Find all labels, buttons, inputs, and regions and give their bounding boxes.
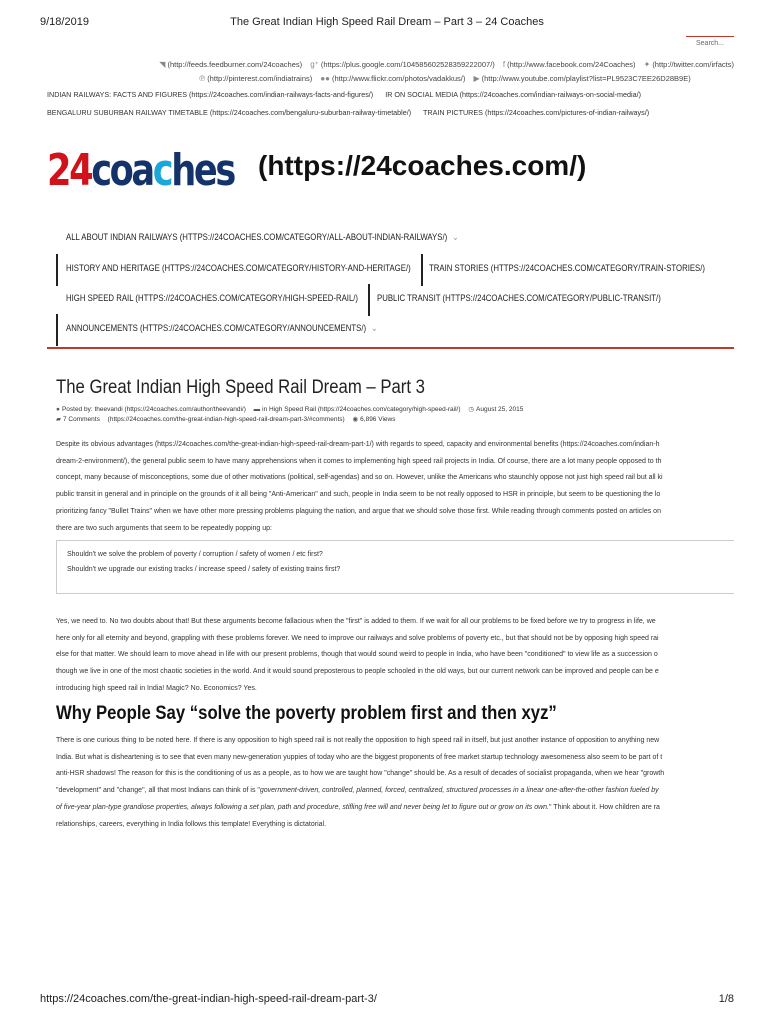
- nav-item-announcements[interactable]: ANNOUNCEMENTS (HTTPS://24COACHES.COM/CATEGORY/ANNOUNCEMENTS/) ⌄: [66, 323, 378, 334]
- header-divider: [47, 347, 734, 349]
- top-link-social-media[interactable]: IR ON SOCIAL MEDIA (https://24coaches.com/indian-railways-on-social-media/): [385, 90, 641, 99]
- folder-icon: ▬: [253, 406, 261, 413]
- clock-icon: ◷: [468, 406, 475, 413]
- flickr-icon: ●●: [320, 74, 330, 83]
- text-line: there are two such arguments that seem to be repeatedly popping up:: [56, 524, 272, 532]
- top-link-facts[interactable]: INDIAN RAILWAYS: FACTS AND FIGURES (https://24coaches.com/indian-railways-facts-and-figures/): [47, 90, 374, 99]
- text-line: India. But what is disheartening is to see that even many new-generation yuppies of today who are the biggest proponents of free market startup technology awesomeness also seem to be part of t: [56, 753, 663, 761]
- chevron-down-icon: ⌄: [452, 232, 459, 243]
- paragraph-conditioning: [56, 733, 734, 833]
- site-logo[interactable]: 24coaches: [47, 145, 234, 196]
- section-heading: Why People Say “solve the poverty problem first and then xyz”: [56, 703, 557, 724]
- text-line: public transit in general and in principle on the grounds of it all being "Anti-American" and such, people in India seem to be not really opposed to HSR in principle, but seem to be questioning the lo: [56, 491, 661, 499]
- text-line: Yes, we need to. No two doubts about that! But these arguments become fallacious when the "first" is added to them. If we wait for all our problems to be fixed before we try to progress in life, we: [56, 618, 656, 625]
- paragraph-intro: [56, 437, 734, 537]
- text-line: concept, many because of misconceptions, some due of other motivations (political, self-agendas) and so on. However, unlike the Americans who staunchly oppose not just high speed rail but all ki: [56, 474, 663, 482]
- text-line: Despite its obvious advantages (https://24coaches.com/the-great-indian-high-speed-rail-dream-part-1/) with regards to speed, capacity and environmental benefits (https://24coaches.com/indian-h: [56, 441, 660, 448]
- social-link-google-plus[interactable]: (https://plus.google.com/104585602528359222007/): [320, 60, 495, 69]
- nav-divider: [56, 314, 58, 346]
- pinterest-icon: ℗: [199, 74, 206, 83]
- search-input[interactable]: Search...: [686, 36, 734, 56]
- logo-url[interactable]: (https://24coaches.com/): [258, 150, 587, 181]
- text-line: There is one curious thing to be noted here. If there is any opposition to high speed rail is not really the opposition to high speed rail in itself, but just another instance of opposition to anything new: [56, 737, 660, 744]
- text-line: though we live in one of the most chaotic societies in the world. And it would sound preposterous to people schooled in the old ways, but our current network can be improved and people can be e: [56, 668, 659, 676]
- nav-item-train-stories[interactable]: TRAIN STORIES (HTTPS://24COACHES.COM/CATEGORY/TRAIN-STORIES/): [429, 263, 706, 274]
- top-link-pictures[interactable]: TRAIN PICTURES (https://24coaches.com/pictures-of-indian-railways/): [423, 108, 650, 117]
- page-title: The Great Indian High Speed Rail Dream – Part 3: [56, 377, 425, 398]
- text-line: introducing high speed rail in India! Magic? No. Economics? Yes.: [56, 684, 257, 692]
- nav-divider: [368, 284, 370, 316]
- nav-item-high-speed-rail[interactable]: HIGH SPEED RAIL (HTTPS://24COACHES.COM/CATEGORY/HIGH-SPEED-RAIL/): [66, 293, 359, 304]
- page-number: 1/8: [718, 993, 734, 1005]
- social-links: [0, 58, 734, 86]
- text-line: here only for all eternity and beyond, grappling with these problems forever. We need to improve our railways and solve problems of poverty etc., but that should not be by opposing high speed rai: [56, 634, 659, 642]
- nav-item-public-transit[interactable]: PUBLIC TRANSIT (HTTPS://24COACHES.COM/CATEGORY/PUBLIC-TRANSIT/): [377, 293, 661, 304]
- nav-item-history[interactable]: HISTORY AND HERITAGE (HTTPS://24COACHES.COM/CATEGORY/HISTORY-AND-HERITAGE/): [66, 263, 411, 274]
- social-link-twitter[interactable]: (http://twitter.com/irfacts): [652, 60, 734, 69]
- top-links-row-1: [47, 90, 734, 99]
- author-link[interactable]: Posted by: theevandi (https://24coaches.com/author/theevandi/): [61, 406, 246, 413]
- youtube-icon: ▶: [473, 74, 480, 83]
- nav-item-all-about[interactable]: ALL ABOUT INDIAN RAILWAYS (HTTPS://24COACHES.COM/CATEGORY/ALL-ABOUT-INDIAN-RAILWAYS/) ⌄: [66, 232, 459, 243]
- text-line: prioritizing fancy "Bullet Trains" when we have other more pressing problems plaguing the nation, and argue that we should solve those first. While reading through comments posted on articles on: [56, 507, 661, 515]
- view-count: 6,896 Views: [360, 416, 396, 423]
- social-row-2: [0, 72, 734, 86]
- footer-url: https://24coaches.com/the-great-indian-high-speed-rail-dream-part-3/: [40, 993, 377, 1005]
- user-icon: ●: [56, 406, 60, 413]
- paragraph-response: [56, 614, 734, 698]
- comments-link[interactable]: 7 Comments: [63, 416, 100, 423]
- comments-icon: ▰: [56, 416, 61, 423]
- eye-icon: ◉: [352, 416, 359, 423]
- quote-line: Shouldn't we upgrade our existing tracks / increase speed / safety of existing trains first?: [67, 566, 341, 573]
- nav-divider: [421, 254, 423, 286]
- social-link-rss[interactable]: (http://feeds.feedburner.com/24coaches): [167, 60, 303, 69]
- facebook-icon: f: [502, 60, 506, 69]
- social-link-facebook[interactable]: (http://www.facebook.com/24Coaches): [507, 60, 636, 69]
- category-link[interactable]: in High Speed Rail (https://24coaches.com/category/high-speed-rail/): [262, 406, 461, 413]
- text-line: of five-year plan-type grandiose properties, always following a set plan, path and procedure, stifling free will and never being let to figure out or grow on its own." Think about it. How children are ra: [56, 803, 660, 811]
- post-meta-row-2: [56, 415, 407, 423]
- print-date: 9/18/2019: [40, 16, 89, 28]
- quote-line: Shouldn't we solve the problem of poverty / corruption / safety of women / etc first?: [67, 551, 323, 558]
- nav-divider: [56, 254, 58, 286]
- post-meta-row-1: [56, 405, 535, 413]
- text-line: anti-HSR shadows! The reason for this is the conditioning of us as a people, as to how we are taught how "change" should be. As a result of decades of socialist propaganda, when we hear "growth: [56, 770, 665, 778]
- twitter-icon: ✦: [643, 60, 651, 69]
- blockquote: [56, 540, 734, 594]
- rss-icon: ◥: [159, 60, 166, 69]
- social-link-pinterest[interactable]: (http://pinterest.com/indiatrains): [207, 74, 313, 83]
- text-line: dream-2-environment/), the general public seem to have many apprehensions when it comes to implementing high speed rail projects in India. Of course, there are a lot many people opposed to th: [56, 457, 662, 465]
- social-row-1: [0, 58, 734, 72]
- top-link-timetable[interactable]: BENGALURU SUBURBAN RAILWAY TIMETABLE (https://24coaches.com/bengaluru-suburban-railway-timetable/): [47, 108, 412, 117]
- top-links-row-2: [47, 108, 734, 117]
- print-title: The Great Indian High Speed Rail Dream – Part 3 – 24 Coaches: [230, 16, 544, 28]
- post-date: August 25, 2015: [476, 406, 524, 413]
- chevron-down-icon: ⌄: [371, 323, 378, 334]
- google-plus-icon: g⁺: [310, 60, 319, 69]
- text-line: relationships, careers, everything in India follows this template! Everything is dictatorial.: [56, 820, 327, 828]
- text-line: "development" and "change", all that most Indians can think of is "government-driven, controlled, planned, forced, centralized, structured processes in a linear one-after-the-other fashion fueled by: [56, 787, 659, 795]
- text-line: else for that matter. We should learn to move ahead in life with our present problems, though that would sound weird to people in India, who have been "conditioned" to view life as a succession o: [56, 651, 658, 659]
- comments-url[interactable]: (https://24coaches.com/the-great-indian-high-speed-rail-dream-part-3/#comments): [107, 416, 345, 423]
- social-link-flickr[interactable]: (http://www.flickr.com/photos/vadakkus/): [332, 74, 466, 83]
- social-link-youtube[interactable]: (http://www.youtube.com/playlist?list=PL9523C7EE26D28B9E): [481, 74, 691, 83]
